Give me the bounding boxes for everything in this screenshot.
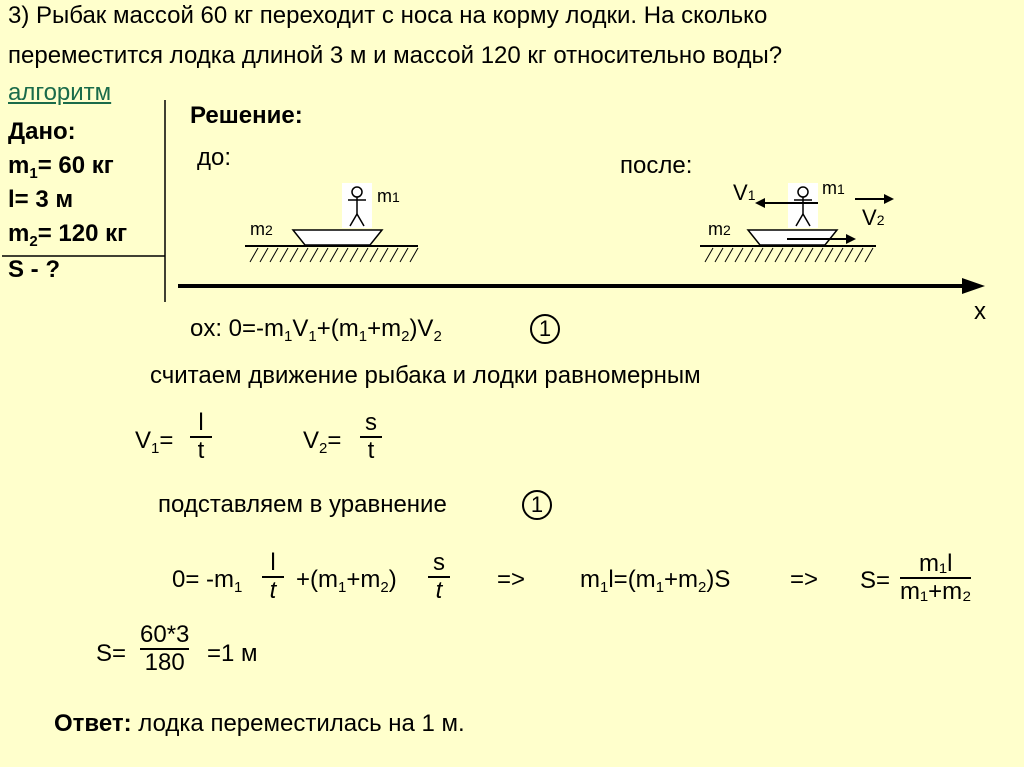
fraction-s-over-t: s t [360, 410, 382, 464]
simplified-equation: $m_1l=(m_1+m_2)S$ [580, 566, 731, 596]
boat-before [293, 230, 382, 245]
substituted-eq-mid: $+(m_1+m_2)$ [296, 566, 397, 596]
calc-fraction: 60*3 180 [140, 621, 190, 676]
v2-definition: $V_2=$ [303, 427, 342, 457]
boat-after [748, 230, 837, 245]
given-m2: $m_2= 120$ кг [8, 220, 128, 250]
implies-arrow-1: => [497, 566, 526, 593]
equation-number-1: 1 [530, 314, 560, 344]
given-title: Дано: [8, 118, 76, 145]
before-m1-label: m1 [377, 186, 400, 206]
v1-label: V1 [733, 180, 756, 205]
equation-number-1-ref: 1 [522, 490, 552, 520]
x-axis-arrowhead [962, 278, 985, 294]
answer-label: Ответ: [54, 710, 132, 737]
after-m1-label: m1 [822, 178, 845, 198]
answer-line [54, 710, 465, 738]
substitute-text: подставляем в уравнение [158, 491, 447, 518]
problem-line-2: переместится лодка длиной 3 м и массой 120 кг относительно воды? [8, 42, 783, 69]
calc-result: =1 м [207, 640, 258, 667]
fraction-l-over-t: l t [190, 410, 212, 464]
calc-lhs: S= [96, 640, 127, 667]
solution-title: Решение: [190, 102, 303, 129]
algorithm-link[interactable]: алгоритм [8, 79, 112, 106]
v2-label: V2 [862, 205, 885, 230]
substituted-eq-start: $0= -m_1$ [172, 566, 243, 596]
uniform-motion-text: считаем движение рыбака и лодки равномерным [150, 362, 701, 389]
implies-arrow-2: => [790, 566, 819, 593]
axis-x-label: x [974, 298, 986, 325]
momentum-equation: ox: $0=-m_1V_1+(m_1+m_2)V_2$ [190, 315, 442, 345]
problem-line-1: 3) Рыбак массой 60 кг переходит с носа на корму лодки. На сколько [8, 2, 768, 29]
s-formula-fraction: m₁l m₁+m₂ [900, 550, 972, 605]
given-length: l= 3 м [8, 186, 74, 213]
after-label: после: [620, 152, 693, 179]
fraction-l-over-t-cancelled: l t [262, 550, 284, 604]
fraction-s-over-t-cancelled: s t [428, 550, 450, 604]
s-formula-lhs: S= [860, 567, 891, 594]
given-m1: $m_1= 60$ кг [8, 152, 114, 182]
before-label: до: [197, 144, 232, 171]
given-find: S - ? [8, 256, 60, 283]
v1-definition: $V_1=$ [135, 427, 174, 457]
before-m2-label: m2 [250, 219, 273, 239]
answer-text: лодка переместилась на 1 м. [131, 710, 465, 737]
after-m2-label: m2 [708, 219, 731, 239]
